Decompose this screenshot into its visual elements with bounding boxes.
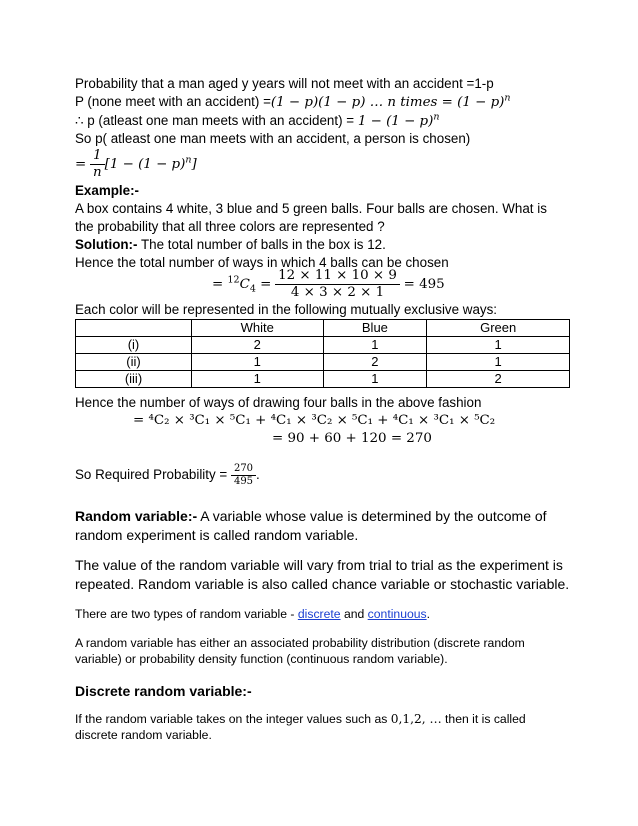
- math-symbol: C: [239, 277, 250, 292]
- math-expression: [1 − (1 − p): [104, 157, 186, 172]
- discrete-link[interactable]: discrete: [297, 607, 341, 621]
- text-line: the probability that all three colors are represented ?: [75, 219, 385, 234]
- combination-equation: [212, 266, 445, 303]
- table-row: [76, 371, 570, 388]
- fraction-denominator: 495: [233, 475, 254, 487]
- text-line: The value of the random variable will vary from trial to trial as the experiment is: [75, 557, 563, 573]
- equals-sign: =: [255, 277, 272, 292]
- text-line: [75, 506, 547, 527]
- sum-equation: = ⁴C₂ × ³C₁ × ⁵C₁ + ⁴C₁ × ³C₂ × ⁵C₁ + ⁴C₁ × ³C₁ × ⁵C₂: [133, 413, 496, 428]
- table-cell: 2: [427, 371, 570, 388]
- table-cell: 1: [427, 337, 570, 354]
- table-cell: 1: [427, 354, 570, 371]
- text-span: There are two types of random variable -: [75, 607, 298, 621]
- text-line: Hence the number of ways of drawing four balls in the above fashion: [75, 395, 482, 410]
- text-span: and: [340, 607, 368, 621]
- equation-result: = 495: [403, 277, 445, 292]
- text-span: P (none meet with an accident) =: [75, 94, 271, 109]
- equals-sign: =: [75, 157, 87, 172]
- section-label: Random variable:-: [75, 508, 198, 524]
- text-line: So p( atleast one man meets with an accident, a person is chosen): [75, 131, 471, 146]
- fraction-line: [75, 146, 197, 183]
- color-ways-table: [75, 319, 570, 388]
- table-cell: (i): [76, 337, 192, 354]
- math-superscript: n: [185, 154, 192, 166]
- table-cell: (iii): [76, 371, 192, 388]
- text-line: [75, 112, 439, 130]
- sum-result: = 90 + 60 + 120 = 270: [272, 431, 432, 446]
- fraction-numerator: 12 × 11 × 10 × 9: [275, 268, 400, 285]
- fraction: [275, 268, 400, 301]
- text-line: random experiment is called random variable.: [75, 527, 359, 543]
- table-cell: 2: [323, 354, 427, 371]
- equals-sign: =: [212, 277, 228, 292]
- table-cell: 1: [192, 371, 324, 388]
- text-span: ∴ p (atleast one man meets with an accident) =: [75, 113, 358, 128]
- text-line: [75, 93, 511, 111]
- continuous-link[interactable]: continuous: [367, 607, 427, 621]
- table-header-cell: Blue: [323, 320, 427, 337]
- text-line: [75, 606, 430, 623]
- text-line: A box contains 4 white, 3 blue and 5 green balls. Four balls are chosen. What is: [75, 201, 547, 216]
- text-span: If the random variable takes on the integer values such as: [75, 712, 391, 726]
- fraction: [231, 463, 256, 488]
- text-line: discrete random variable.: [75, 728, 212, 742]
- text-span: .: [256, 467, 260, 482]
- table-header-cell: Green: [427, 320, 570, 337]
- text-line: repeated. Random variable is also called chance variable or stochastic variable.: [75, 576, 570, 592]
- math-superscript: n: [433, 111, 440, 123]
- text-span: A variable whose value is determined by the outcome of: [197, 508, 547, 524]
- fraction: [90, 148, 105, 181]
- text-line: variable) or probability density function (continuous random variable).: [75, 652, 448, 666]
- table-header-cell: [76, 320, 192, 337]
- table-cell: 1: [323, 371, 427, 388]
- section-heading: Discrete random variable:-: [75, 683, 252, 699]
- example-heading: [75, 182, 139, 199]
- heading-text: Example:-: [75, 183, 139, 198]
- required-probability: [75, 459, 260, 491]
- math-expression: 1 − (1 − p): [357, 114, 434, 129]
- text-span: .: [426, 607, 431, 621]
- fraction-numerator: 1: [90, 148, 105, 165]
- solution-label: Solution:-: [75, 237, 138, 252]
- text-line: Hence the total number of ways in which 4 balls can be chosen: [75, 255, 449, 270]
- text-line: A random variable has either an associated probability distribution (discrete random: [75, 636, 525, 650]
- fraction-denominator: n: [92, 164, 102, 180]
- math-expression: (1 − p)(1 − p) … n times = (1 − p): [270, 95, 505, 110]
- table-row: [76, 354, 570, 371]
- text-span: So Required Probability =: [75, 467, 231, 482]
- fraction-numerator: 270: [231, 463, 256, 476]
- table-cell: 1: [192, 354, 324, 371]
- text-span: The total number of balls in the box is 12.: [137, 237, 386, 252]
- fraction-denominator: 4 × 3 × 2 × 1: [290, 284, 385, 300]
- math-expression: ]: [191, 157, 197, 172]
- math-superscript: 12: [227, 274, 240, 286]
- text-line: [75, 711, 526, 728]
- text-line: [75, 236, 386, 253]
- table-cell: 2: [192, 337, 324, 354]
- math-subscript: 4: [249, 283, 256, 295]
- text-span: then it is called: [441, 712, 526, 726]
- table-cell: (ii): [76, 354, 192, 371]
- math-superscript: n: [504, 92, 511, 104]
- table-header-row: [76, 320, 570, 337]
- table-cell: 1: [323, 337, 427, 354]
- table-row: [76, 337, 570, 354]
- math-expression: 0,1,2, …: [390, 712, 442, 726]
- table-header-cell: White: [192, 320, 324, 337]
- text-line: Each color will be represented in the following mutually exclusive ways:: [75, 302, 498, 317]
- text-line: Probability that a man aged y years will not meet with an accident =1-p: [75, 76, 494, 91]
